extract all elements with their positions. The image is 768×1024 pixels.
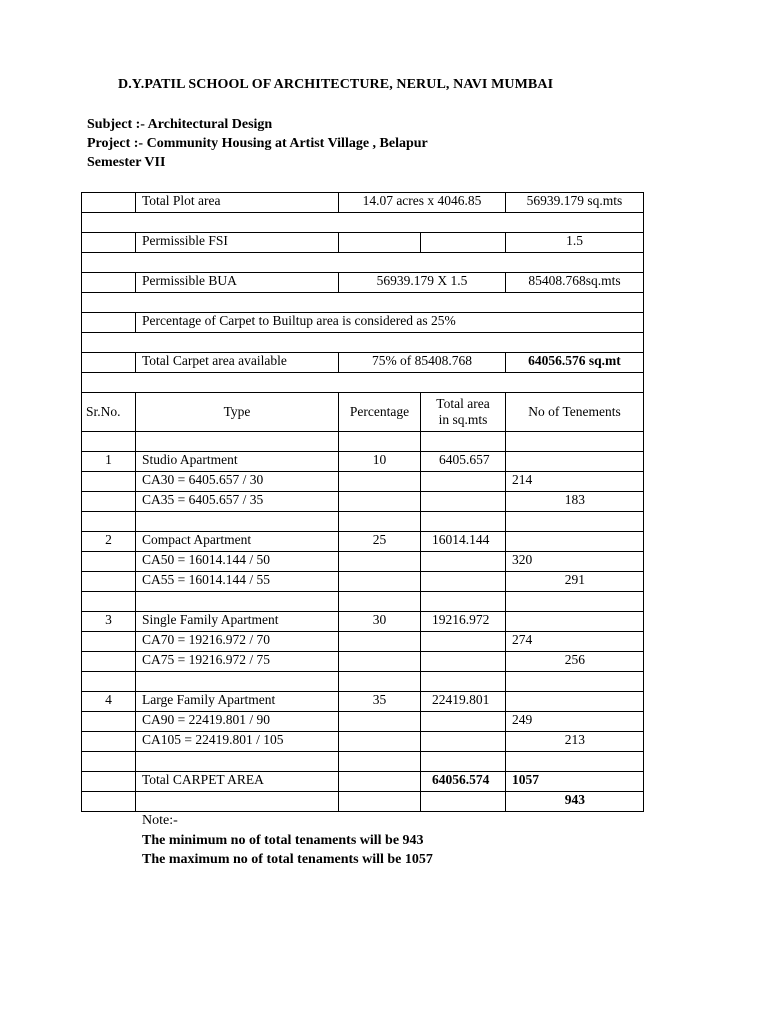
unit-type: Single Family Apartment: [136, 612, 339, 632]
tenement-count: 213: [506, 732, 644, 752]
tenement-count: 291: [506, 572, 644, 592]
unit-area: 6405.657: [421, 452, 506, 472]
unit-percentage: 25: [339, 532, 421, 552]
total-label: Total CARPET AREA: [136, 772, 339, 792]
calc-formula: CA75 = 19216.972 / 75: [136, 652, 339, 672]
table-row: [82, 193, 644, 213]
tenement-count: 214: [506, 472, 644, 492]
project-line: Project :- Community Housing at Artist Village , Belapur: [87, 136, 428, 151]
table-row: [82, 353, 644, 373]
table-row: [82, 313, 644, 333]
total-row: [82, 772, 644, 792]
calc-row: [82, 472, 644, 492]
carpet-note: Percentage of Carpet to Builtup area is considered as 25%: [136, 313, 644, 333]
calc-row: [82, 572, 644, 592]
unit-area: 16014.144: [421, 532, 506, 552]
calc-formula: CA70 = 19216.972 / 70: [136, 632, 339, 652]
calculation-table: [81, 192, 644, 812]
tenement-count: 183: [506, 492, 644, 512]
table-row: [82, 432, 644, 452]
unit-row: [82, 612, 644, 632]
unit-percentage: 30: [339, 612, 421, 632]
unit-row: [82, 452, 644, 472]
table-row: [82, 373, 644, 393]
unit-srno: 2: [82, 532, 136, 552]
table-row: [82, 253, 644, 273]
calc-formula: CA90 = 22419.801 / 90: [136, 712, 339, 732]
col-area-line2: in sq.mts: [438, 412, 488, 427]
calc-formula: CA55 = 16014.144 / 55: [136, 572, 339, 592]
table-row: [82, 213, 644, 233]
page-title: D.Y.PATIL SCHOOL OF ARCHITECTURE, NERUL, NAVI MUMBAI: [118, 77, 554, 92]
total-row: [82, 792, 644, 812]
unit-srno: 1: [82, 452, 136, 472]
unit-row: [82, 692, 644, 712]
col-type: Type: [136, 393, 339, 432]
note-heading: Note:-: [142, 813, 178, 828]
calc-row: [82, 632, 644, 652]
calc-row: [82, 552, 644, 572]
calc-formula: CA50 = 16014.144 / 50: [136, 552, 339, 572]
tenement-count: 256: [506, 652, 644, 672]
unit-percentage: 10: [339, 452, 421, 472]
plot-calc: 14.07 acres x 4046.85: [339, 193, 506, 213]
col-srno: Sr.No.: [82, 393, 136, 432]
table-row: [82, 333, 644, 353]
table-row: [82, 293, 644, 313]
total-min: 943: [506, 792, 644, 812]
tenement-count: 320: [506, 552, 644, 572]
column-header-row: [82, 393, 644, 432]
table-row: [82, 273, 644, 293]
carpet-calc: 75% of 85408.768: [339, 353, 506, 373]
col-percentage: Percentage: [339, 393, 421, 432]
bua-label: Permissible BUA: [136, 273, 339, 293]
col-area-line1: Total area: [436, 396, 490, 411]
note-max: The maximum no of total tenaments will be 1057: [142, 852, 433, 867]
carpet-label: Total Carpet area available: [136, 353, 339, 373]
unit-area: 19216.972: [421, 612, 506, 632]
tenement-count: 249: [506, 712, 644, 732]
unit-percentage: 35: [339, 692, 421, 712]
table-row: [82, 752, 644, 772]
note-min: The minimum no of total tenaments will be 943: [142, 833, 424, 848]
unit-area: 22419.801: [421, 692, 506, 712]
calc-row: [82, 732, 644, 752]
col-tenements: No of Tenements: [506, 393, 644, 432]
table-row: [82, 233, 644, 253]
subject-line: Subject :- Architectural Design: [87, 117, 273, 132]
plot-label: Total Plot area: [136, 193, 339, 213]
unit-type: Large Family Apartment: [136, 692, 339, 712]
fsi-label: Permissible FSI: [136, 233, 339, 253]
unit-srno: 3: [82, 612, 136, 632]
calc-formula: CA30 = 6405.657 / 30: [136, 472, 339, 492]
table-row: [82, 592, 644, 612]
plot-value: 56939.179 sq.mts: [506, 193, 644, 213]
carpet-value: 64056.576 sq.mt: [506, 353, 644, 373]
unit-srno: 4: [82, 692, 136, 712]
total-max: 1057: [506, 772, 644, 792]
calc-formula: CA35 = 6405.657 / 35: [136, 492, 339, 512]
table-row: [82, 512, 644, 532]
calc-row: [82, 652, 644, 672]
calc-formula: CA105 = 22419.801 / 105: [136, 732, 339, 752]
fsi-value: 1.5: [506, 233, 644, 253]
unit-type: Compact Apartment: [136, 532, 339, 552]
col-area: [421, 393, 506, 432]
calc-row: [82, 712, 644, 732]
bua-value: 85408.768sq.mts: [506, 273, 644, 293]
bua-calc: 56939.179 X 1.5: [339, 273, 506, 293]
tenement-count: 274: [506, 632, 644, 652]
total-area: 64056.574: [421, 772, 506, 792]
unit-type: Studio Apartment: [136, 452, 339, 472]
semester-line: Semester VII: [87, 155, 166, 170]
table-row: [82, 672, 644, 692]
calc-row: [82, 492, 644, 512]
unit-row: [82, 532, 644, 552]
